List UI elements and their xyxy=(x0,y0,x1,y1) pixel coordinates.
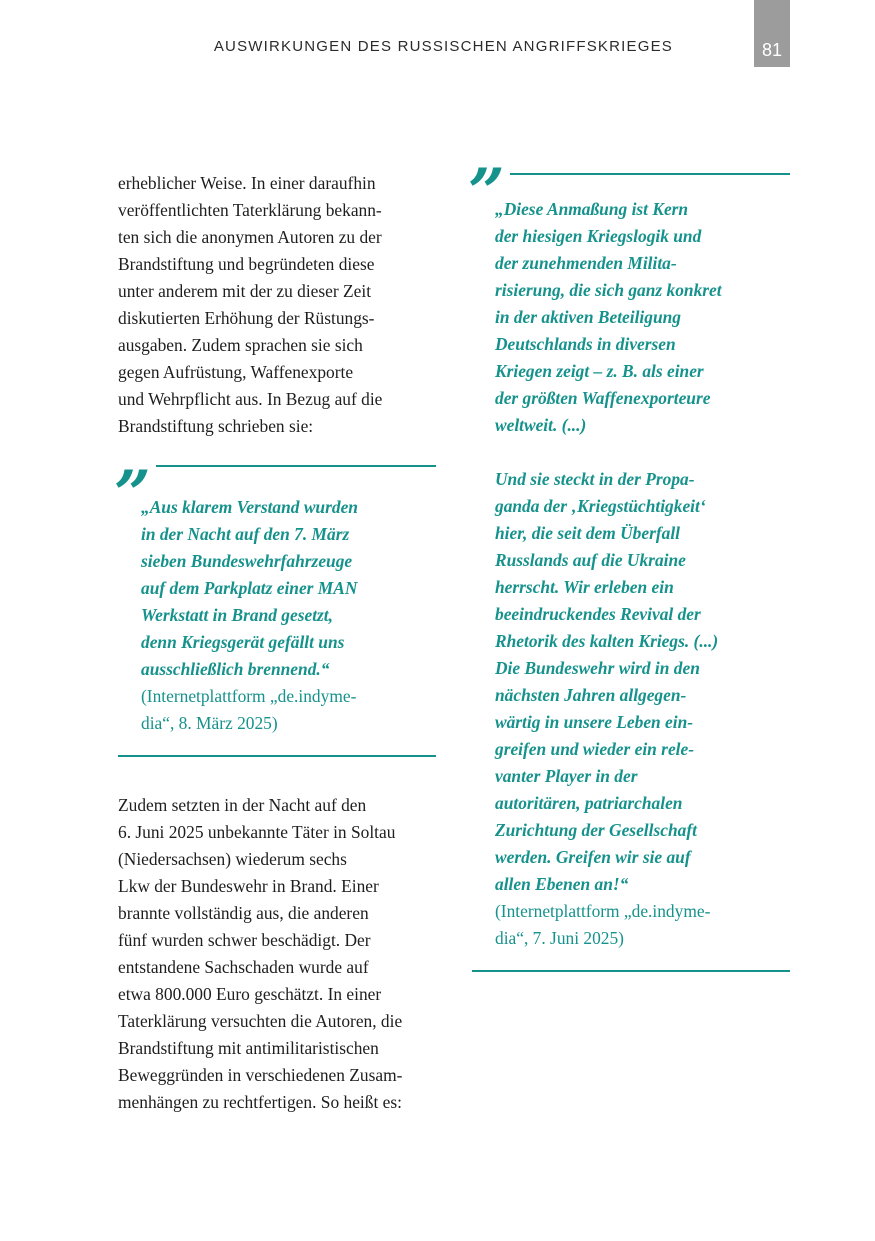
quote-line: hier, die seit dem Überfall xyxy=(495,523,680,543)
quote-line: beeindruckendes Revival der xyxy=(495,604,701,624)
quote-line: denn Kriegsgerät gefällt uns xyxy=(141,632,345,652)
running-header-title: AUSWIRKUNGEN DES RUSSISCHEN ANGRIFFSKRIEGES xyxy=(213,38,673,55)
quote-paragraph-gap xyxy=(495,439,790,466)
quote-line: Werkstatt in Brand gesetzt, xyxy=(141,605,333,625)
page-number: 81 xyxy=(761,40,783,60)
text-line: 6. Juni 2025 unbekannte Täter in Soltau xyxy=(118,822,396,842)
right-column xyxy=(468,155,790,972)
quote-bottom-rule xyxy=(118,755,436,757)
text-line: menhängen zu rechtfertigen. So heißt es: xyxy=(118,1092,402,1112)
quote-source-line: (Internetplattform „de.indyme- xyxy=(495,901,711,921)
quote-source-line: dia“, 7. Juni 2025) xyxy=(495,928,624,948)
quote-line: Kriegen zeigt – z. B. als einer xyxy=(495,361,704,381)
quote-line: Russlands auf die Ukraine xyxy=(495,550,686,570)
quote-line: weltweit. (...) xyxy=(495,415,587,435)
quote-line: wärtig in unsere Leben ein- xyxy=(495,712,694,732)
body-paragraph-2 xyxy=(118,792,436,1116)
text-line: Brandstiftung mit antimilitaristischen xyxy=(118,1038,379,1058)
text-line: diskutierten Erhöhung der Rüstungs- xyxy=(118,308,375,328)
quote-line: Und sie steckt in der Propa- xyxy=(495,469,695,489)
quote-line: Die Bundeswehr wird in den xyxy=(495,658,700,678)
quote-line: ausschließlich brennend.“ xyxy=(141,659,330,679)
quote-line: autoritären, patriarchalen xyxy=(495,793,683,813)
text-line: Zudem setzten in der Nacht auf den xyxy=(118,795,367,815)
text-line: gegen Aufrüstung, Waffenexporte xyxy=(118,362,354,382)
pull-quote-2 xyxy=(468,155,790,972)
text-line: Taterklärung versuchten die Autoren, die xyxy=(118,1011,403,1031)
quote-top-rule xyxy=(510,173,790,175)
quote-line: sieben Bundeswehrfahrzeuge xyxy=(141,551,353,571)
quote-line: nächsten Jahren allgegen- xyxy=(495,685,687,705)
text-line: entstandene Sachschaden wurde auf xyxy=(118,957,369,977)
quote-line: Rhetorik des kalten Kriegs. (...) xyxy=(495,631,719,651)
quote-line: der hiesigen Kriegslogik und xyxy=(495,226,702,246)
quote-line: ganda der ‚Kriegstüchtigkeit‘ xyxy=(495,496,706,516)
quote-line: in der aktiven Beteiligung xyxy=(495,307,681,327)
text-line: veröffentlichten Taterklärung bekann- xyxy=(118,200,382,220)
text-line: erheblicher Weise. In einer daraufhin xyxy=(118,173,376,193)
text-line: Brandstiftung schrieben sie: xyxy=(118,416,314,436)
quote-line: vanter Player in der xyxy=(495,766,638,786)
quote-body xyxy=(472,192,790,952)
quote-line: herrscht. Wir erleben ein xyxy=(495,577,674,597)
quote-line: greifen und wieder ein rele- xyxy=(495,739,695,759)
quote-line: der größten Waffenexporteure xyxy=(495,388,711,408)
text-line: brannte vollständig aus, die anderen xyxy=(118,903,369,923)
pull-quote-1 xyxy=(114,457,436,757)
quote-body xyxy=(118,494,436,737)
quote-bottom-rule xyxy=(472,970,790,972)
quote-line: „Aus klarem Verstand wurden xyxy=(141,497,358,517)
quote-line: risierung, die sich ganz konkret xyxy=(495,280,722,300)
text-line: Lkw der Bundeswehr in Brand. Einer xyxy=(118,876,379,896)
quote-line: in der Nacht auf den 7. März xyxy=(141,524,350,544)
quote-line: auf dem Parkplatz einer MAN xyxy=(141,578,358,598)
quote-source-line: (Internetplattform „de.indyme- xyxy=(141,686,357,706)
text-line: (Niedersachsen) wiederum sechs xyxy=(118,849,347,869)
left-column xyxy=(114,170,436,1116)
text-line: fünf wurden schwer beschädigt. Der xyxy=(118,930,371,950)
text-line: etwa 800.000 Euro geschätzt. In einer xyxy=(118,984,382,1004)
body-paragraph-1 xyxy=(118,170,436,440)
quote-line: allen Ebenen an!“ xyxy=(495,874,629,894)
quote-line: Zurichtung der Gesellschaft xyxy=(495,820,697,840)
quotation-marks-icon: ” xyxy=(114,457,141,532)
quote-line: der zunehmenden Milita- xyxy=(495,253,677,273)
quotation-marks-icon: ” xyxy=(468,155,495,230)
text-line: und Wehrpflicht aus. In Bezug auf die xyxy=(118,389,383,409)
text-line: unter anderem mit der zu dieser Zeit xyxy=(118,281,372,301)
quote-top-rule xyxy=(156,465,436,467)
quote-line: „Diese Anmaßung ist Kern xyxy=(495,199,689,219)
text-line: ausgaben. Zudem sprachen sie sich xyxy=(118,335,363,355)
quote-source-line: dia“, 8. März 2025) xyxy=(141,713,278,733)
quote-line: Deutschlands in diversen xyxy=(495,334,676,354)
text-line: ten sich die anonymen Autoren zu der xyxy=(118,227,382,247)
text-line: Beweggründen in verschiedenen Zusam- xyxy=(118,1065,403,1085)
quote-line: werden. Greifen wir sie auf xyxy=(495,847,691,867)
page-number-box xyxy=(754,0,790,67)
text-line: Brandstiftung und begründeten diese xyxy=(118,254,375,274)
